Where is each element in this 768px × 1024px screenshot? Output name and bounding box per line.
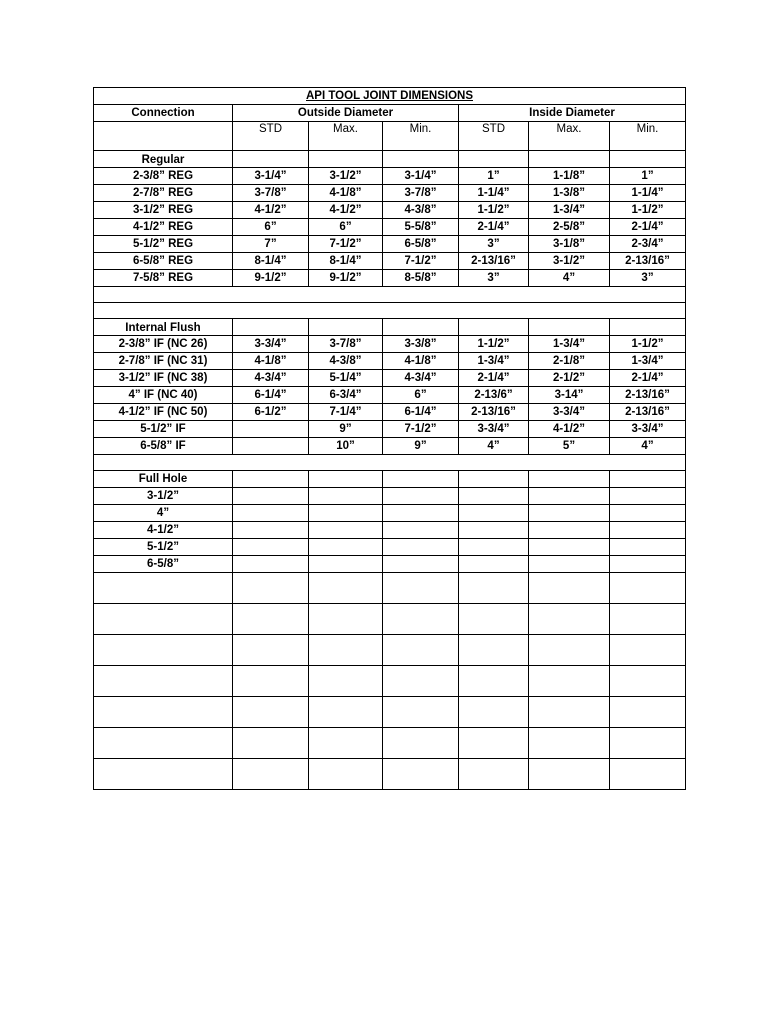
id-min-header: Min. [610,122,686,151]
internal-flush-value-cell [233,438,309,455]
empty-cell [459,666,529,697]
empty-cell [383,635,459,666]
regular-value-cell: 3” [459,270,529,287]
regular-value-cell: 6” [233,219,309,236]
regular-value-cell: 4-3/8” [383,202,459,219]
full-hole-connection-cell: 4” [94,505,233,522]
internal-flush-connection-cell: 6-5/8” IF [94,438,233,455]
internal-flush-value-cell: 7-1/4” [309,404,383,421]
spacer-row [94,455,686,471]
full-hole-group-label: Full Hole [94,471,233,488]
internal-flush-value-cell: 2-1/4” [610,370,686,387]
internal-flush-value-cell: 3-3/8” [383,336,459,353]
internal-flush-value-cell: 5-1/4” [309,370,383,387]
regular-value-cell: 3” [610,270,686,287]
regular-value-cell: 4-1/8” [309,185,383,202]
full-hole-connection-cell: 3-1/2” [94,488,233,505]
table-row [94,353,686,370]
internal-flush-value-cell: 4-1/8” [233,353,309,370]
regular-value-cell: 1” [610,168,686,185]
connection-header: Connection [94,105,233,122]
empty-cell [309,319,383,336]
od-max-header: Max. [309,122,383,151]
empty-cell [610,666,686,697]
table-row [94,438,686,455]
regular-value-cell: 6” [309,219,383,236]
internal-flush-value-cell: 1-3/4” [610,353,686,370]
empty-cell [309,666,383,697]
empty-cell [233,573,309,604]
regular-value-cell: 4” [529,270,610,287]
empty-cell [309,573,383,604]
empty-cell [309,635,383,666]
empty-cell [233,539,309,556]
regular-connection-cell: 6-5/8” REG [94,253,233,270]
empty-cell [309,471,383,488]
empty-cell [94,759,233,790]
empty-cell [309,522,383,539]
empty-cell [459,635,529,666]
internal-flush-value-cell: 10” [309,438,383,455]
table-row [94,336,686,353]
empty-cell [529,151,610,168]
empty-cell [309,488,383,505]
empty-cell [610,471,686,488]
empty-cell [383,539,459,556]
internal-flush-group-row [94,319,686,336]
empty-cell [529,604,610,635]
spacer-row [94,666,686,697]
empty-cell [459,697,529,728]
regular-value-cell: 3” [459,236,529,253]
regular-value-cell: 1-1/2” [610,202,686,219]
spacer-cell [94,287,686,303]
internal-flush-value-cell: 9” [383,438,459,455]
empty-cell [233,728,309,759]
regular-value-cell: 4-1/2” [309,202,383,219]
empty-cell [610,573,686,604]
internal-flush-value-cell: 9” [309,421,383,438]
regular-value-cell: 2-1/4” [610,219,686,236]
empty-cell [459,759,529,790]
id-max-header: Max. [529,122,610,151]
regular-value-cell: 2-13/16” [610,253,686,270]
table-row [94,505,686,522]
spacer-row [94,287,686,303]
regular-group-row [94,151,686,168]
empty-cell [383,573,459,604]
table-row [94,421,686,438]
empty-cell [233,151,309,168]
regular-value-cell: 1-3/8” [529,185,610,202]
empty-cell [459,319,529,336]
regular-value-cell: 7-1/2” [383,253,459,270]
regular-value-cell: 8-5/8” [383,270,459,287]
empty-cell [383,759,459,790]
empty-cell [383,697,459,728]
empty-cell [610,697,686,728]
table-row [94,253,686,270]
spacer-row [94,728,686,759]
internal-flush-value-cell: 1-1/2” [610,336,686,353]
inside-diameter-header: Inside Diameter [459,105,686,122]
internal-flush-value-cell [233,421,309,438]
regular-value-cell: 8-1/4” [309,253,383,270]
empty-cell [529,522,610,539]
empty-cell [610,759,686,790]
internal-flush-value-cell: 2-1/2” [529,370,610,387]
empty-cell [309,604,383,635]
regular-connection-cell: 4-1/2” REG [94,219,233,236]
empty-cell [529,728,610,759]
regular-value-cell: 8-1/4” [233,253,309,270]
internal-flush-value-cell: 4-3/4” [383,370,459,387]
empty-cell [94,728,233,759]
empty-cell [610,522,686,539]
empty-cell [610,539,686,556]
empty-cell [309,505,383,522]
internal-flush-value-cell: 3-14” [529,387,610,404]
table-row [94,488,686,505]
internal-flush-value-cell: 6” [383,387,459,404]
internal-flush-value-cell: 2-13/6” [459,387,529,404]
empty-cell [459,728,529,759]
regular-value-cell: 2-1/4” [459,219,529,236]
empty-cell [610,319,686,336]
empty-cell [529,573,610,604]
regular-connection-cell: 3-1/2” REG [94,202,233,219]
regular-value-cell: 1-1/8” [529,168,610,185]
regular-value-cell: 9-1/2” [233,270,309,287]
regular-connection-cell: 2-7/8” REG [94,185,233,202]
od-min-header: Min. [383,122,459,151]
empty-cell [610,505,686,522]
empty-cell [309,728,383,759]
table-row [94,522,686,539]
empty-cell [233,604,309,635]
full-hole-group-row [94,471,686,488]
empty-cell [233,635,309,666]
regular-value-cell: 3-7/8” [233,185,309,202]
empty-cell [94,573,233,604]
table-row [94,236,686,253]
empty-cell [529,556,610,573]
empty-cell [610,151,686,168]
table-title: API TOOL JOINT DIMENSIONS [94,88,686,105]
internal-flush-value-cell: 2-13/16” [610,404,686,421]
table-row [94,556,686,573]
internal-flush-group-label: Internal Flush [94,319,233,336]
regular-value-cell: 2-5/8” [529,219,610,236]
internal-flush-value-cell: 6-1/4” [383,404,459,421]
internal-flush-connection-cell: 4-1/2” IF (NC 50) [94,404,233,421]
empty-cell [309,759,383,790]
internal-flush-value-cell: 4-1/8” [383,353,459,370]
empty-cell [383,488,459,505]
regular-group-label: Regular [94,151,233,168]
empty-cell [459,505,529,522]
internal-flush-value-cell: 4” [459,438,529,455]
internal-flush-value-cell: 2-1/4” [459,370,529,387]
internal-flush-value-cell: 4-1/2” [529,421,610,438]
table-row [94,219,686,236]
empty-cell [233,522,309,539]
internal-flush-value-cell: 5” [529,438,610,455]
empty-cell [459,522,529,539]
empty-cell [383,319,459,336]
internal-flush-value-cell: 3-7/8” [309,336,383,353]
empty-cell [459,556,529,573]
empty-cell [610,488,686,505]
empty-cell [459,604,529,635]
regular-value-cell: 2-13/16” [459,253,529,270]
regular-value-cell: 4-1/2” [233,202,309,219]
full-hole-connection-cell: 4-1/2” [94,522,233,539]
empty-cell [459,488,529,505]
internal-flush-value-cell: 2-1/8” [529,353,610,370]
spacer-cell [94,455,686,471]
od-std-header: STD [233,122,309,151]
empty-cell [529,759,610,790]
table-row [94,270,686,287]
regular-value-cell: 3-1/4” [383,168,459,185]
spacer-row [94,604,686,635]
internal-flush-value-cell: 1-3/4” [529,336,610,353]
empty-cell [383,505,459,522]
empty-cell [529,635,610,666]
table-row [94,387,686,404]
empty-cell [610,728,686,759]
internal-flush-connection-cell: 5-1/2” IF [94,421,233,438]
empty-cell [610,556,686,573]
regular-value-cell: 5-5/8” [383,219,459,236]
empty-cell [383,522,459,539]
full-hole-connection-cell: 5-1/2” [94,539,233,556]
internal-flush-value-cell: 6-1/4” [233,387,309,404]
regular-connection-cell: 2-3/8” REG [94,168,233,185]
internal-flush-value-cell: 3-3/4” [233,336,309,353]
full-hole-connection-cell: 6-5/8” [94,556,233,573]
empty-cell [529,488,610,505]
empty-cell [233,488,309,505]
internal-flush-value-cell: 6-3/4” [309,387,383,404]
spacer-row [94,303,686,319]
table-row [94,185,686,202]
table-row [94,404,686,421]
regular-value-cell: 3-1/4” [233,168,309,185]
regular-value-cell: 1-1/4” [459,185,529,202]
regular-value-cell: 1-1/4” [610,185,686,202]
internal-flush-value-cell: 1-3/4” [459,353,529,370]
regular-value-cell: 1” [459,168,529,185]
internal-flush-connection-cell: 3-1/2” IF (NC 38) [94,370,233,387]
spacer-row [94,573,686,604]
regular-value-cell: 3-1/2” [309,168,383,185]
empty-cell [383,604,459,635]
regular-value-cell: 7-1/2” [309,236,383,253]
empty-cell [309,556,383,573]
spacer-row [94,697,686,728]
internal-flush-value-cell: 7-1/2” [383,421,459,438]
table-row [94,202,686,219]
regular-value-cell: 3-1/8” [529,236,610,253]
internal-flush-value-cell: 4-3/8” [309,353,383,370]
regular-connection-cell: 5-1/2” REG [94,236,233,253]
spacer-row [94,759,686,790]
internal-flush-value-cell: 3-3/4” [529,404,610,421]
internal-flush-value-cell: 2-13/16” [610,387,686,404]
internal-flush-connection-cell: 2-7/8” IF (NC 31) [94,353,233,370]
empty-cell [529,666,610,697]
empty-cell [94,635,233,666]
empty-cell [233,505,309,522]
empty-cell [383,556,459,573]
id-std-header: STD [459,122,529,151]
internal-flush-value-cell: 4” [610,438,686,455]
internal-flush-connection-cell: 4” IF (NC 40) [94,387,233,404]
empty-cell [529,471,610,488]
tool-joint-table [93,87,686,790]
empty-cell [233,759,309,790]
internal-flush-value-cell: 3-3/4” [610,421,686,438]
internal-flush-connection-cell: 2-3/8” IF (NC 26) [94,336,233,353]
table-row [94,370,686,387]
empty-cell [94,666,233,697]
empty-cell [459,573,529,604]
regular-value-cell: 2-3/4” [610,236,686,253]
spacer-row [94,635,686,666]
regular-value-cell: 3-1/2” [529,253,610,270]
regular-value-cell: 6-5/8” [383,236,459,253]
empty-cell [529,319,610,336]
regular-value-cell: 1-1/2” [459,202,529,219]
regular-value-cell: 1-3/4” [529,202,610,219]
outside-diameter-header: Outside Diameter [233,105,459,122]
internal-flush-value-cell: 2-13/16” [459,404,529,421]
empty-cell [233,556,309,573]
empty-cell [459,539,529,556]
empty-cell [383,666,459,697]
internal-flush-value-cell: 1-1/2” [459,336,529,353]
table-row [94,539,686,556]
regular-connection-cell: 7-5/8” REG [94,270,233,287]
empty-cell [529,505,610,522]
empty-cell [529,539,610,556]
internal-flush-value-cell: 6-1/2” [233,404,309,421]
empty-cell [610,604,686,635]
empty-cell [529,697,610,728]
empty-cell [233,666,309,697]
internal-flush-value-cell: 3-3/4” [459,421,529,438]
table-row [94,168,686,185]
empty-cell [610,635,686,666]
regular-value-cell: 9-1/2” [309,270,383,287]
empty-cell [233,319,309,336]
empty-cell [459,151,529,168]
spacer-cell [94,303,686,319]
regular-value-cell: 3-7/8” [383,185,459,202]
regular-value-cell: 7” [233,236,309,253]
empty-cell [383,728,459,759]
empty-cell [309,539,383,556]
empty-cell [383,471,459,488]
empty-cell [309,697,383,728]
empty-cell [233,697,309,728]
empty-cell [94,122,233,151]
empty-cell [233,471,309,488]
empty-cell [459,471,529,488]
empty-cell [94,697,233,728]
empty-cell [383,151,459,168]
internal-flush-value-cell: 4-3/4” [233,370,309,387]
empty-cell [309,151,383,168]
empty-cell [94,604,233,635]
